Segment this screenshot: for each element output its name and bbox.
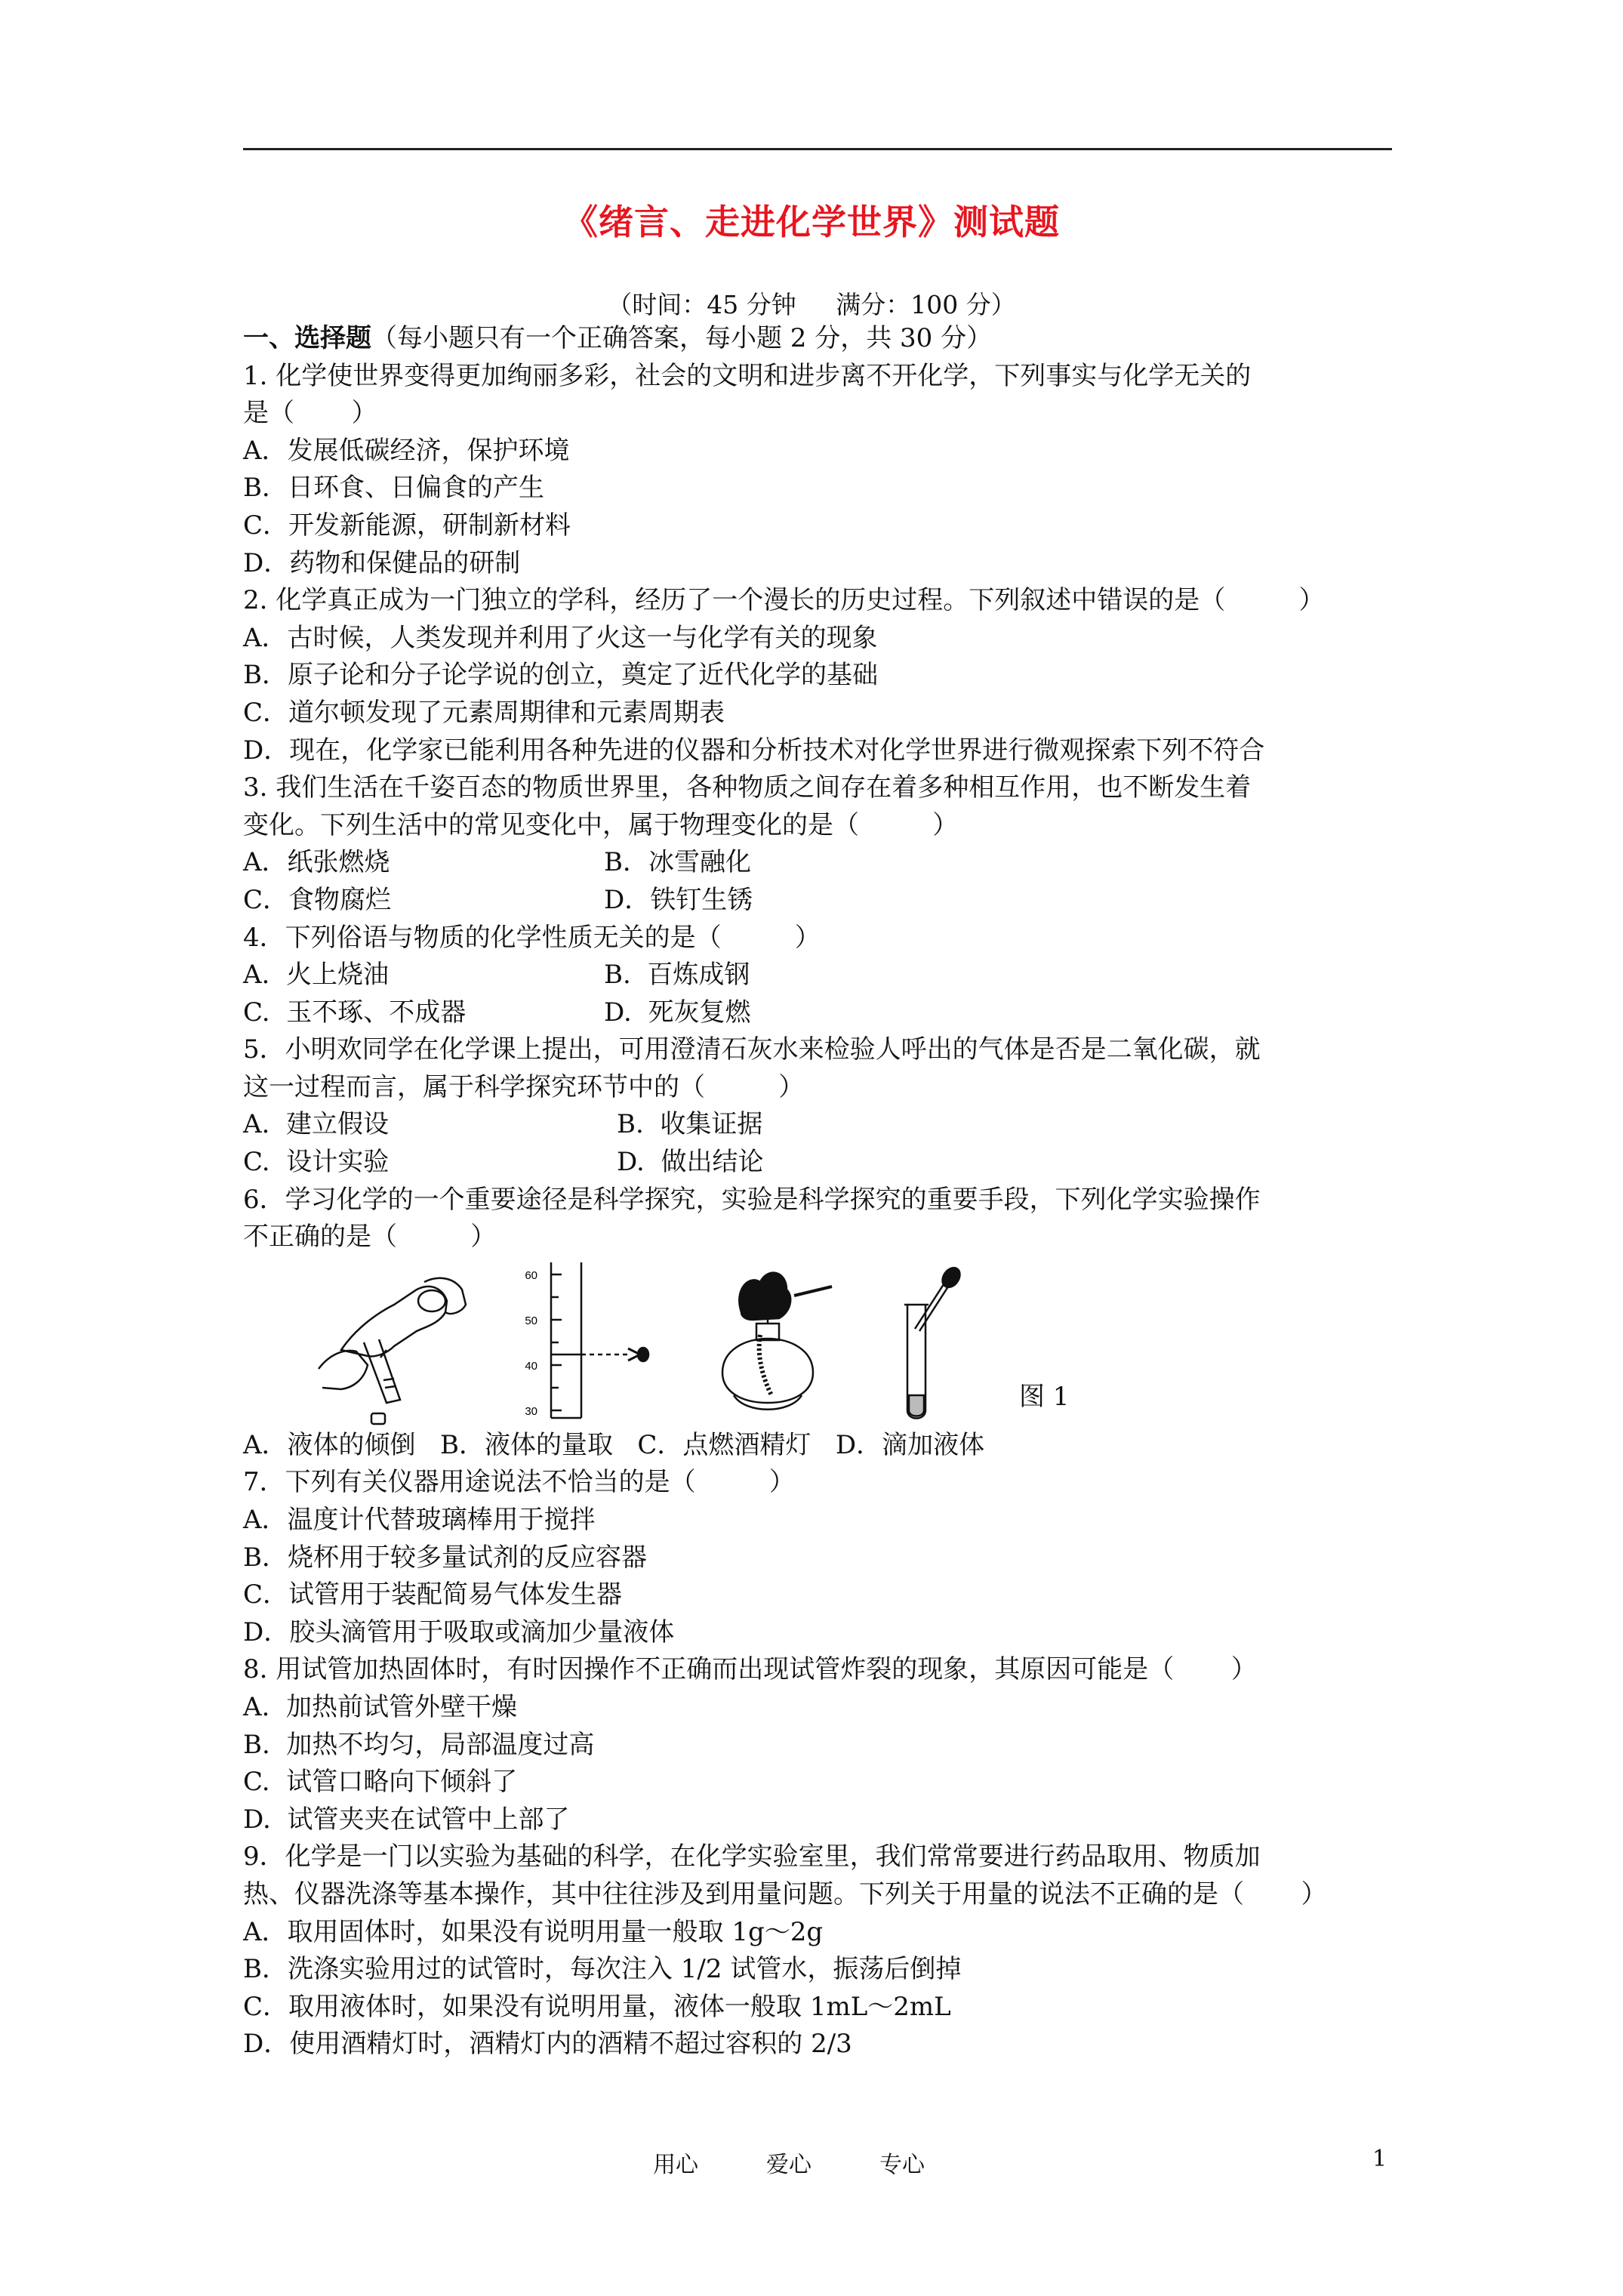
q3-option-c: C．食物腐烂 xyxy=(243,884,392,915)
q7-option-a: A．温度计代替玻璃棒用于搅拌 xyxy=(243,1505,596,1536)
figure-1 xyxy=(243,1256,1421,1427)
q6-options: A．液体的倾倒 B．液体的量取 C．点燃酒精灯 D．滴加液体 xyxy=(243,1429,985,1460)
q7-option-c: C．试管用于装配简易气体发生器 xyxy=(243,1579,623,1610)
q9-option-a: A．取用固体时，如果没有说明用量一般取 1g～2g xyxy=(243,1916,824,1947)
q1-option-c: C．开发新能源，研制新材料 xyxy=(243,510,571,541)
q3-options-row2 xyxy=(243,882,1421,920)
q4-option-b: B. 百炼成钢 xyxy=(604,960,750,991)
q1-option-b: B．日环食、日偏食的产生 xyxy=(243,473,544,504)
q8-option-c: C. 试管口略向下倾斜了 xyxy=(243,1767,518,1798)
q2-option-b: B．原子论和分子论学说的创立，奠定了近代化学的基础 xyxy=(243,660,878,691)
q4-options-row1 xyxy=(243,957,1421,994)
q5-options-row1 xyxy=(243,1106,1421,1144)
q2-option-d: D．现在，化学家已能利用各种先进的仪器和分析技术对化学世界进行微观探索下列不符合 xyxy=(243,735,1265,766)
lab-operations-illustration xyxy=(311,1259,1036,1425)
figure-label: 图 1 xyxy=(1019,1381,1070,1412)
q3-stem-cont: 变化。下列生活中的常见变化中，属于物理变化的是（ ） xyxy=(243,809,959,840)
section-heading-bold: 一、选择题 xyxy=(243,323,371,353)
dropper-test-tube-drawing xyxy=(904,1265,963,1419)
q9-stem-cont: 热、仪器洗涤等基本操作，其中往往涉及到用量问题。下列关于用量的说法不正确的是（ ） xyxy=(243,1878,1327,1909)
footer-word-2: 爱心 xyxy=(766,2152,812,2178)
q1-stem: 1. 化学使世界变得更加绚丽多彩，社会的文明和进步离不开化学，下列事实与化学无关的 xyxy=(243,360,1252,391)
document-title: 《绪言、走进化学世界》测试题 xyxy=(563,202,1060,242)
q9-option-d: D．使用酒精灯时，酒精灯内的酒精不超过容积的 2/3 xyxy=(243,2029,852,2060)
graduated-cylinder-drawing xyxy=(551,1262,648,1418)
q9-option-b: B．洗涤实验用过的试管时，每次注入 1/2 试管水，振荡后倒掉 xyxy=(243,1954,962,1985)
q7-option-b: B．烧杯用于较多量试剂的反应容器 xyxy=(243,1542,647,1573)
q5-stem: 5．小明欢同学在化学课上提出，可用澄清石灰水来检验人呼出的气体是否是二氧化碳，就 xyxy=(243,1034,1261,1065)
pouring-liquid-drawing xyxy=(319,1278,466,1424)
q1-option-a: A．发展低碳经济，保护环境 xyxy=(243,435,570,466)
q3-options-row1 xyxy=(243,844,1421,882)
q6-stem-cont: 不正确的是（ ） xyxy=(243,1222,497,1253)
question-body xyxy=(243,320,1421,2063)
q8-stem: 8. 用试管加热固体时，有时因操作不正确而出现试管炸裂的现象，其原因可能是（ ） xyxy=(243,1654,1257,1685)
section-heading xyxy=(243,320,1421,358)
q2-option-c: C．道尔顿发现了元素周期律和元素周期表 xyxy=(243,697,725,728)
q6-stem: 6．学习化学的一个重要途径是科学探究，实验是科学探究的重要手段，下列化学实验操作 xyxy=(243,1184,1261,1215)
q8-option-d: D. 试管夹夹在试管中上部了 xyxy=(243,1804,570,1835)
alcohol-lamp-drawing xyxy=(722,1273,832,1410)
q9-option-c: C．取用液体时，如果没有说明用量，液体一般取 1mL～2mL xyxy=(243,1991,951,2022)
cylinder-tick-30: 30 xyxy=(525,1404,537,1418)
header-rule xyxy=(243,148,1392,150)
page-number: 1 xyxy=(1372,2146,1387,2172)
cylinder-tick-40: 40 xyxy=(525,1359,537,1373)
q8-option-b: B. 加热不均匀，局部温度过高 xyxy=(243,1729,595,1760)
q4-stem: 4．下列俗语与物质的化学性质无关的是（ ） xyxy=(243,922,821,953)
q5-options-row2 xyxy=(243,1144,1421,1182)
q3-option-b: B．冰雪融化 xyxy=(604,847,751,878)
q8-option-a: A. 加热前试管外壁干燥 xyxy=(243,1692,517,1722)
q7-stem: 7．下列有关仪器用途说法不恰当的是（ ） xyxy=(243,1467,795,1498)
q5-option-b: B. 收集证据 xyxy=(617,1109,763,1140)
q3-stem: 3. 我们生活在千姿百态的物质世界里，各种物质之间存在着多种相互作用，也不断发生着 xyxy=(243,772,1252,803)
q9-stem: 9．化学是一门以实验为基础的科学，在化学实验室里，我们常常要进行药品取用、物质加 xyxy=(243,1841,1261,1872)
q5-stem-cont: 这一过程而言，属于科学探究环节中的（ ） xyxy=(243,1071,805,1102)
q5-option-a: A. 建立假设 xyxy=(243,1109,389,1140)
q4-option-a: A. 火上烧油 xyxy=(243,960,389,991)
exam-meta: （时间：45 分钟 满分：100 分） xyxy=(607,290,1016,319)
footer-word-3: 专心 xyxy=(879,2152,925,2178)
cylinder-tick-60: 60 xyxy=(525,1268,537,1282)
q2-option-a: A．古时候，人类发现并利用了火这一与化学有关的现象 xyxy=(243,622,878,653)
q4-option-d: D. 死灰复燃 xyxy=(604,997,751,1028)
q4-option-c: C. 玉不琢、不成器 xyxy=(243,997,467,1028)
q7-option-d: D．胶头滴管用于吸取或滴加少量液体 xyxy=(243,1616,675,1647)
section-heading-rest: （每小题只有一个正确答案，每小题 2 分，共 30 分） xyxy=(371,323,993,353)
footer-word-1: 用心 xyxy=(653,2152,698,2178)
q4-options-row2 xyxy=(243,994,1421,1032)
q5-option-c: C. 设计实验 xyxy=(243,1147,390,1178)
q1-option-d: D．药物和保健品的研制 xyxy=(243,547,521,578)
q5-option-d: D. 做出结论 xyxy=(617,1147,764,1178)
q3-option-a: A．纸张燃烧 xyxy=(243,847,390,878)
cylinder-tick-50: 50 xyxy=(525,1314,537,1327)
q1-stem-cont: 是（ ） xyxy=(243,398,377,429)
q2-stem: 2. 化学真正成为一门独立的学科，经历了一个漫长的历史过程。下列叙述中错误的是（ ） xyxy=(243,585,1325,616)
q3-option-d: D．铁钉生锈 xyxy=(604,884,753,915)
